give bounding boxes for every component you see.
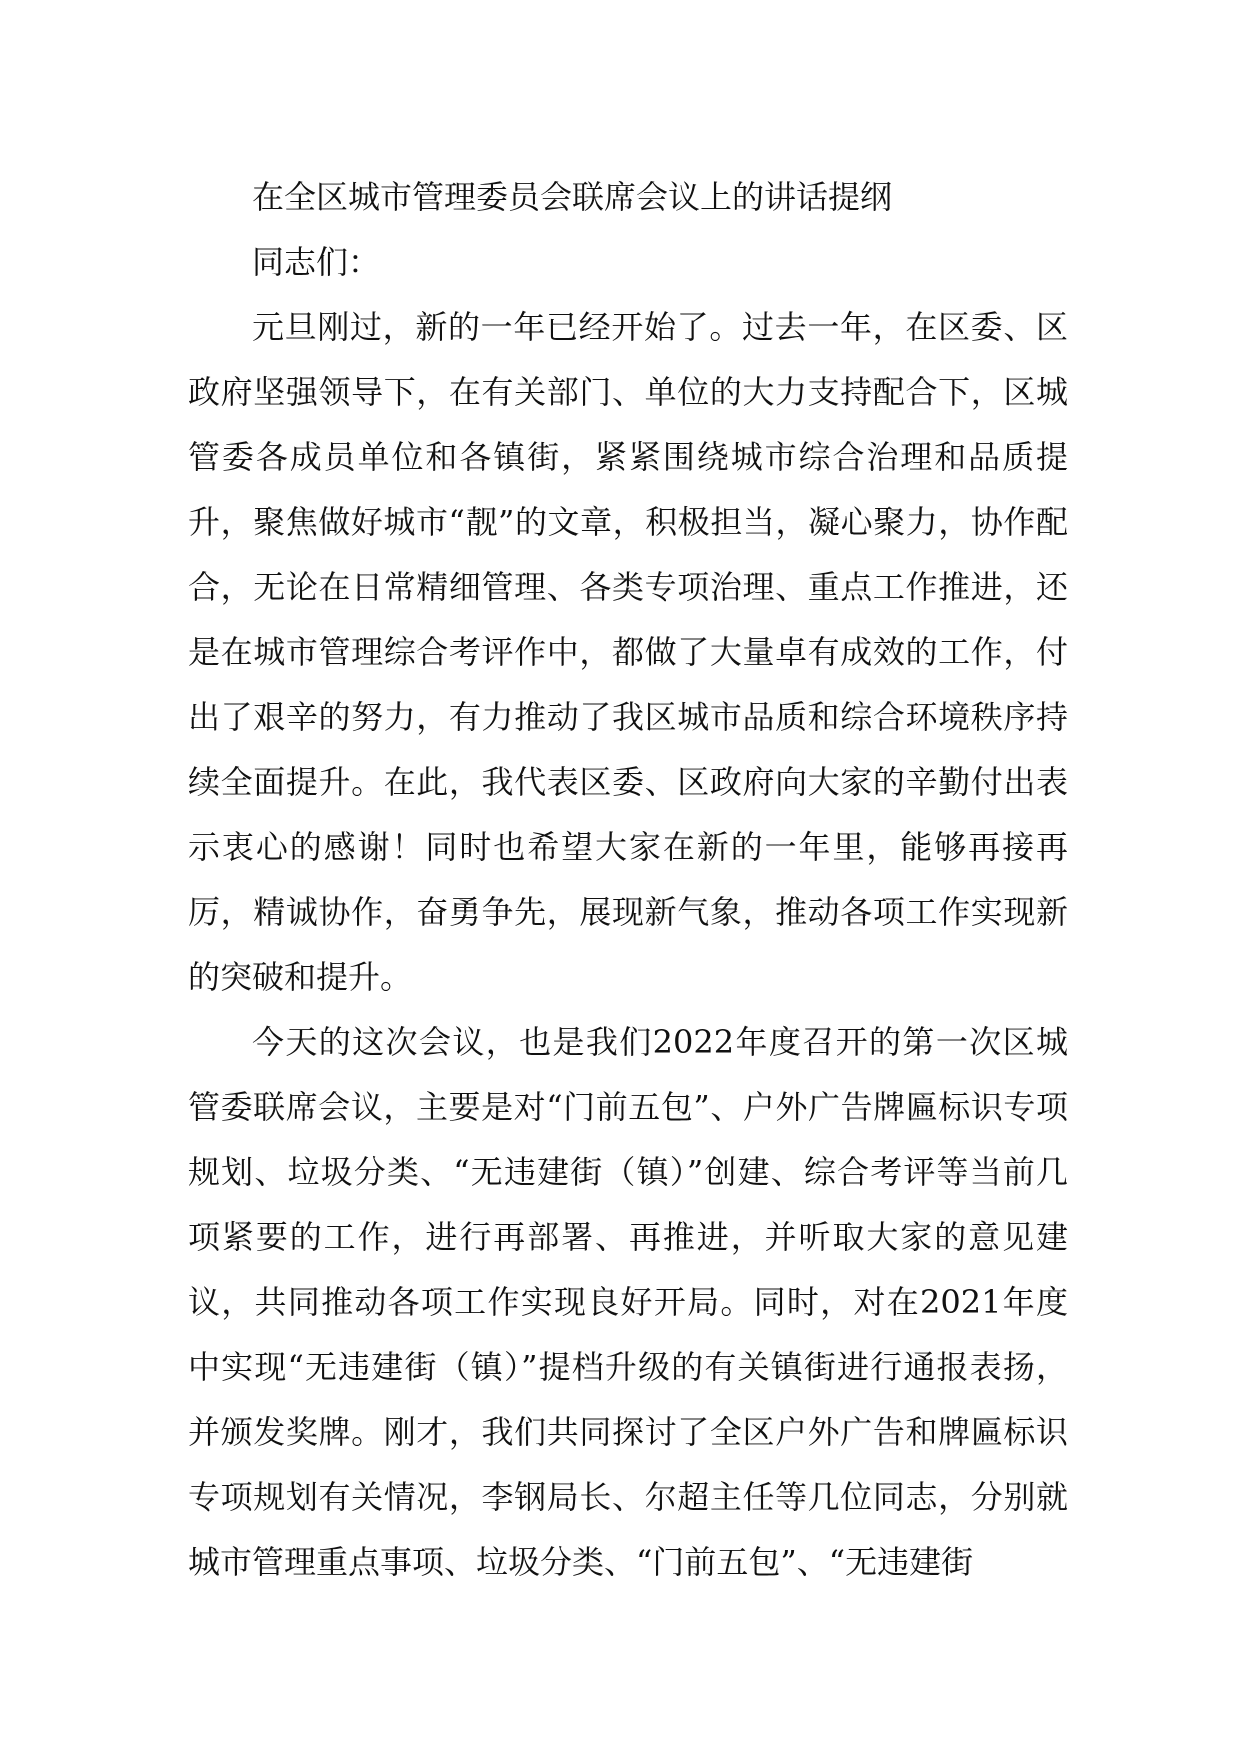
body-paragraph: 今天的这次会议，也是我们2022年度召开的第一次区城管委联席会议，主要是对“门前五包”、户外广告牌匾标识专项规划、垃圾分类、“无违建街（镇）”创建、综合考评等当前几项紧要的工作，进行再部署、再推进，并听取大家的意见建议，共同推动各项工作实现良好开局。同时，对在2021年度中实现“无违建街（镇）”提档升级的有关镇街进行通报表扬，并颁发奖牌。刚才，我们共同探讨了全区户外广告和牌匾标识专项规划有关情况，李钢局长、尔超主任等几位同志，分别就城市管理重点事项、垃圾分类、“门前五包”、“无违建街: [188, 1023, 1068, 1581]
salutation: 同志们：: [252, 243, 381, 281]
document-title: 在全区城市管理委员会联席会议上的讲话提纲: [252, 178, 893, 216]
document-body: [188, 165, 1068, 1595]
body-paragraph: 元旦刚过，新的一年已经开始了。过去一年，在区委、区政府坚强领导下，在有关部门、单位的大力支持配合下，区城管委各成员单位和各镇街，紧紧围绕城市综合治理和品质提升，聚焦做好城市“靓”的文章，积极担当，凝心聚力，协作配合，无论在日常精细管理、各类专项治理、重点工作推进，还是在城市管理综合考评作中，都做了大量卓有成效的工作，付出了艰辛的努力，有力推动了我区城市品质和综合环境秩序持续全面提升。在此，我代表区委、区政府向大家的辛勤付出表示衷心的感谢！同时也希望大家在新的一年里，能够再接再厉，精诚协作，奋勇争先，展现新气象，推动各项工作实现新的突破和提升。: [188, 308, 1068, 996]
